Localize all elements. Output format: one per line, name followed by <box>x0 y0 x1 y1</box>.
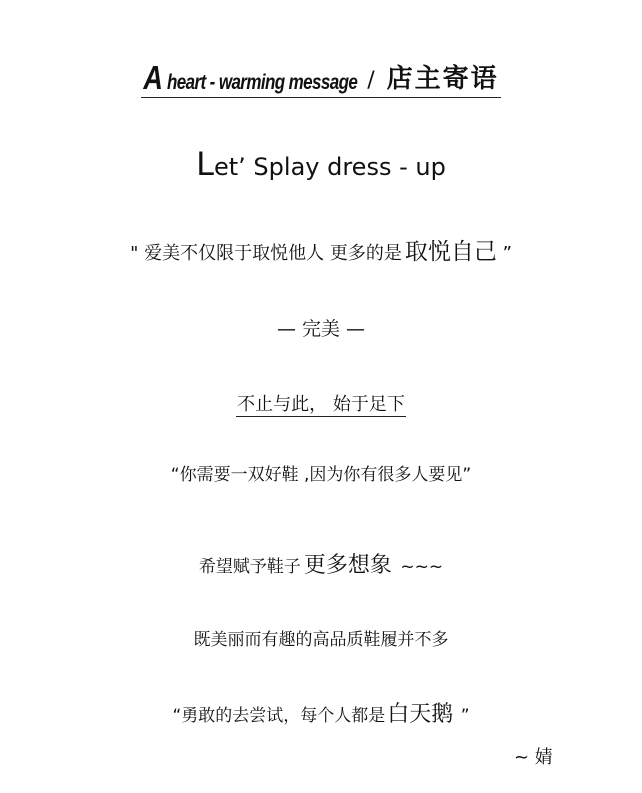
quote-line-2: “你需要一双好鞋 ,因为你有很多人要见” <box>170 465 472 485</box>
quote-line-1 <box>0 233 642 266</box>
quote4-emphasis: 白天鹅 <box>387 702 454 727</box>
header-chinese: 店主寄语 <box>386 64 499 94</box>
hope-emphasis: 更多想象 <box>303 553 392 578</box>
hope-text: 希望赋予鞋子 <box>198 557 301 577</box>
header-english-cap: A <box>143 59 163 97</box>
header-english-rest: heart - warming message <box>162 70 358 95</box>
quote1-close: ” <box>496 243 512 264</box>
signature: ~ 婧 <box>514 747 553 768</box>
hope-line <box>0 548 642 579</box>
header <box>0 58 642 98</box>
quote1-emphasis: 取悦自己 <box>404 239 497 265</box>
quote-line-4 <box>0 697 642 728</box>
hope-suffix: ~~~ <box>394 557 444 577</box>
title-rest: et’ Splay dress - up <box>214 153 446 181</box>
perfect-line: — 完美 — <box>276 318 366 340</box>
title-cap: L <box>196 145 214 183</box>
header-separator: / <box>367 68 375 93</box>
not-only-line <box>0 390 642 416</box>
not-only-text: 不止与此， 始于足下 <box>237 394 405 415</box>
quote1-open: " <box>130 243 145 264</box>
quote4-close: ” <box>455 706 470 726</box>
header-english <box>143 59 357 98</box>
quote4-text: “勇敢的去尝试，每个人都是 <box>172 706 386 726</box>
title-line <box>0 145 642 183</box>
header-title <box>141 58 500 98</box>
quote-line-3: 既美丽而有趣的高品质鞋履并不多 <box>193 630 449 650</box>
quote1-text: 爱美不仅限于取悦他人 更多的是 <box>144 243 402 264</box>
